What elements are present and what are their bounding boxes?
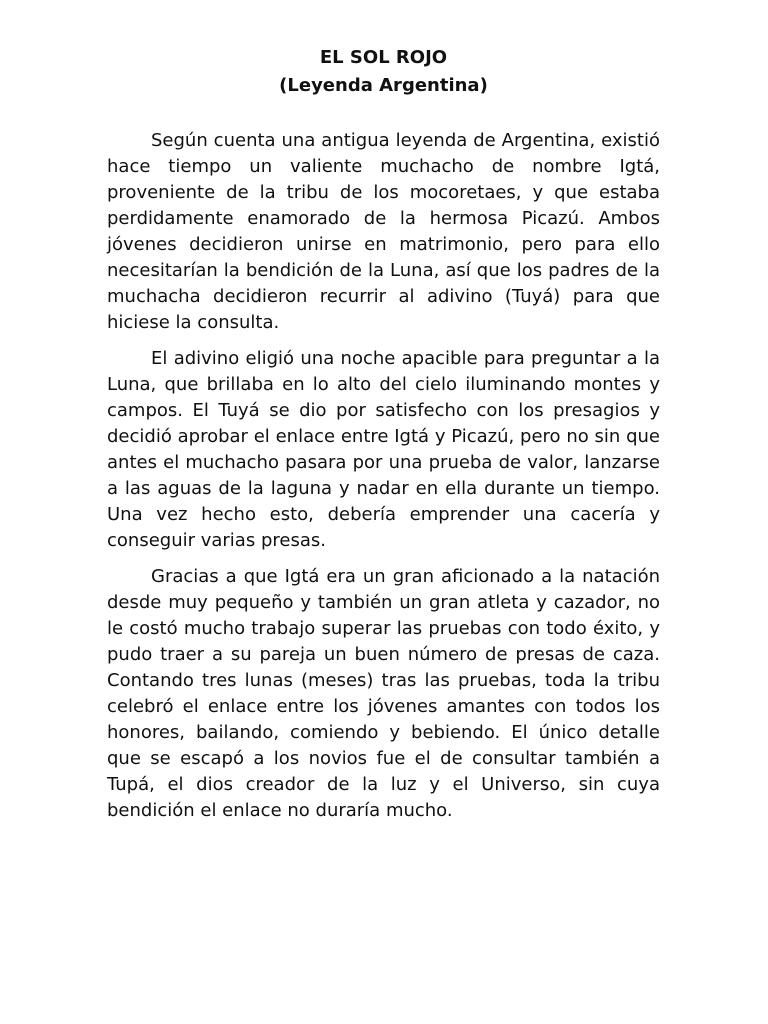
document-subtitle: (Leyenda Argentina): [279, 75, 488, 96]
paragraph-3: Gracias a que Igtá era un gran aficionado a la natación desde muy pequeño y también un gran atleta y cazador, no le costó mucho trabajo superar las pruebas con todo éxito, y pudo traer a su pareja un buen número de presas de caza. Contando tres lunas (meses) tras las pruebas, toda la tribu celebró el enlace entre los jóvenes amantes con todos los honores, bailando, comiendo y bebiendo. El único detalle que se escapó a los novios fue el de consultar también a Tupá, el dios creador de la luz y el Universo, sin cuya bendición el enlace no duraría mucho.: [107, 566, 660, 821]
paragraph-1: Según cuenta una antigua leyenda de Argentina, existió hace tiempo un valiente muchacho de nombre Igtá, proveniente de la tribu de los mocoretaes, y que estaba perdidamente enamorado de la hermosa Picazú. Ambos jóvenes decidieron unirse en matrimonio, pero para ello necesitarían la bendición de la Luna, así que los padres de la muchacha decidieron recurrir al adivino (Tuyá) para que hiciese la consulta.: [107, 130, 660, 333]
document-title: EL SOL ROJO: [319, 47, 448, 68]
title-block: [107, 44, 660, 100]
paragraph-2: El adivino eligió una noche apacible para preguntar a la Luna, que brillaba en lo alto del cielo iluminando montes y campos. El Tuyá se dio por satisfecho con los presagios y decidió aprobar el enlace entre Igtá y Picazú, pero no sin que antes el muchacho pasara por una prueba de valor, lanzarse a las aguas de la laguna y nadar en ella durante un tiempo. Una vez hecho esto, debería emprender una cacería y conseguir varias presas.: [107, 348, 660, 551]
document-page: [107, 44, 660, 834]
